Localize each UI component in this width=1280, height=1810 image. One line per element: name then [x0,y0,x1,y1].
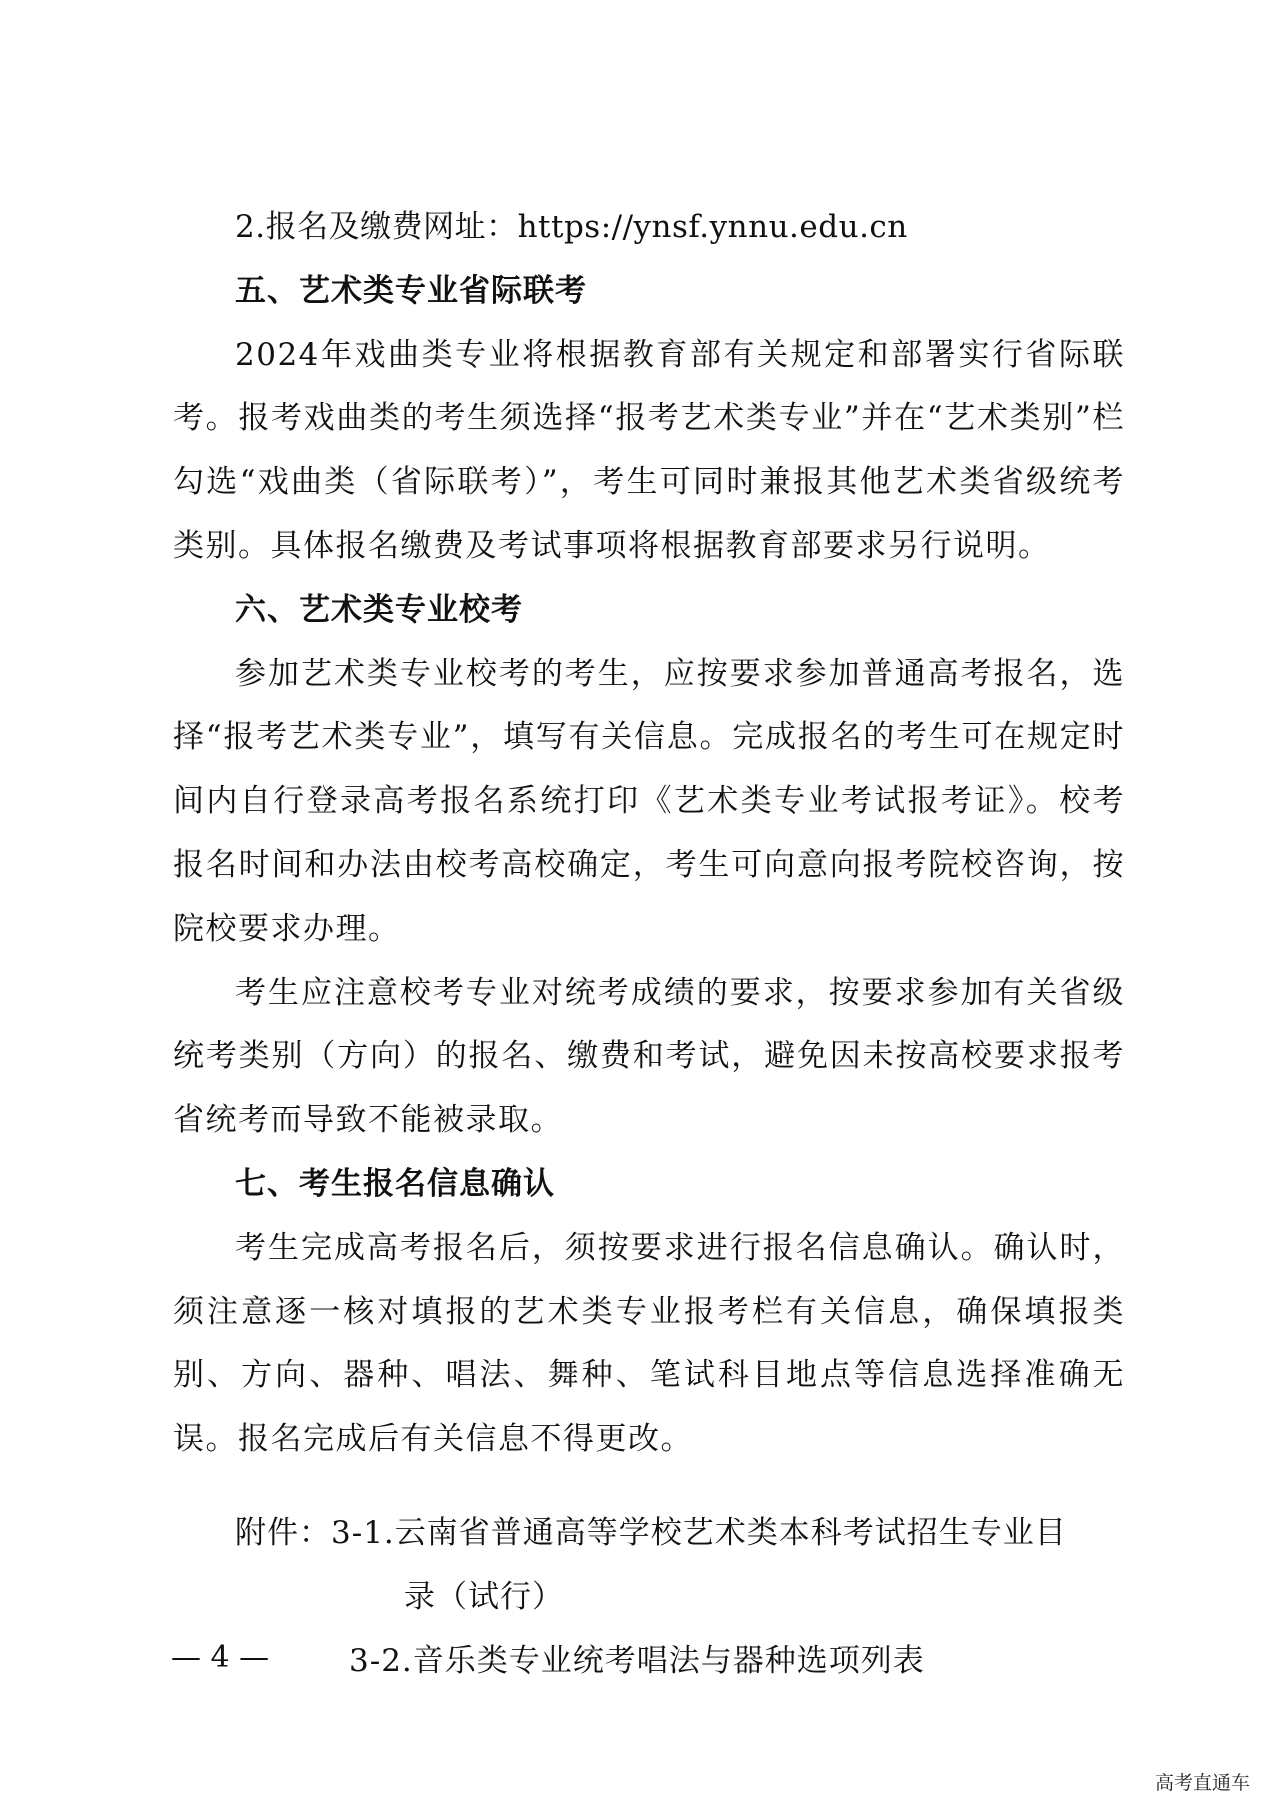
attachments-label: 附件： [235,1514,331,1551]
attachment-row-1 [173,1502,1125,1566]
section-5-paragraph: 2024年戏曲类专业将根据教育部有关规定和部署实行省际联考。报考戏曲类的考生须选择“报考艺术类专业”并在“艺术类别”栏勾选“戏曲类（省际联考）”，考生可同时兼报其他艺术类省级统考类别。具体报名缴费及考试事项将根据教育部要求另行说明。 [173,336,1125,564]
page-number: — 4 — [171,1640,270,1675]
document-body [173,196,1125,1693]
watermark-text: 高考直通车 [1154,1772,1250,1794]
attachment-item-1: 3-1.云南省普通高等学校艺术类本科考试招生专业目 [331,1514,1067,1551]
attachments-block [173,1502,1125,1693]
attachment-item-2: 3-2.音乐类专业统考唱法与器种选项列表 [349,1642,925,1679]
section-7-paragraph: 考生完成高考报名后，须按要求进行报名信息确认。确认时，须注意逐一核对填报的艺术类专业报考栏有关信息，确保填报类别、方向、器种、唱法、舞种、笔试科目地点等信息选择准确无误。报名完成后有关信息不得更改。 [173,1229,1125,1458]
section-heading-6: 六、艺术类专业校考 [235,591,523,628]
section-6-paragraph-2: 考生应注意校考专业对统考成绩的要求，按要求参加有关省级统考类别（方向）的报名、缴费和考试，避免因未按高校要求报考省统考而导致不能被录取。 [173,974,1125,1139]
section-heading-7: 七、考生报名信息确认 [235,1165,555,1202]
section-6-paragraph-1: 参加艺术类专业校考的考生，应按要求参加普通高考报名，选择“报考艺术类专业”，填写有关信息。完成报名的考生可在规定时间内自行登录高考报名系统打印《艺术类专业考试报考证》。校考报名时间和办法由校考高校确定，考生可向意向报考院校咨询，按院校要求办理。 [173,655,1125,947]
registration-url-line: 2.报名及缴费网址：https://ynsf.ynnu.edu.cn [235,209,908,245]
attachment-item-1-continuation: 录（试行） [404,1578,564,1615]
section-heading-5: 五、艺术类专业省际联考 [235,272,587,309]
